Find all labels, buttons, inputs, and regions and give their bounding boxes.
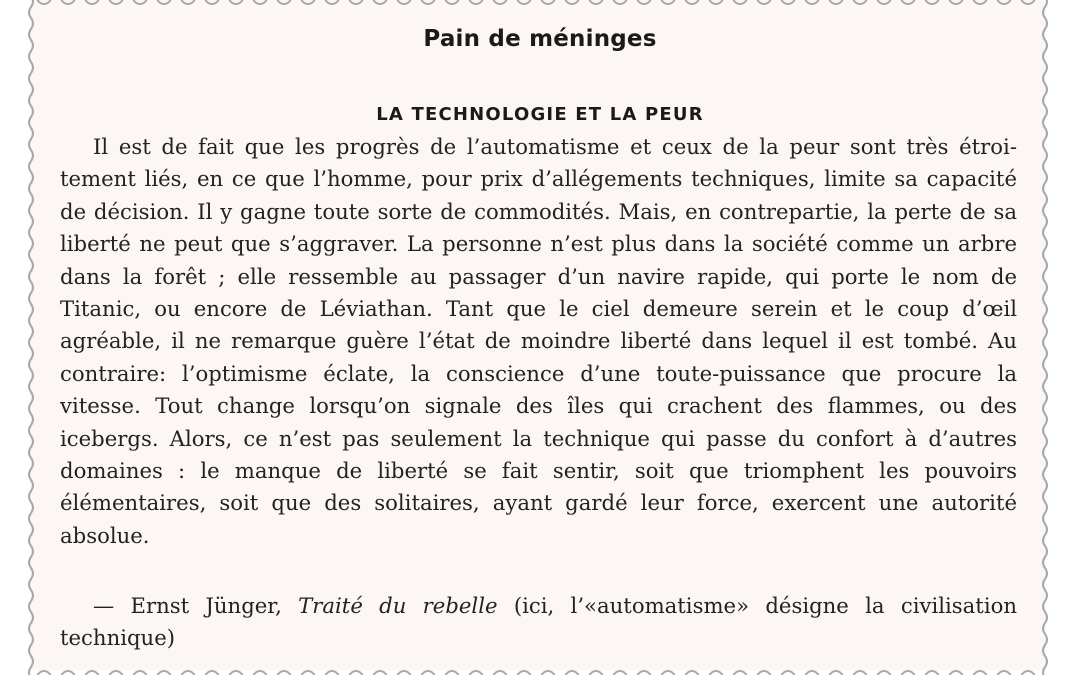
attribution-suffix: (ici, l’«automatisme» désigne la civilisation technique) bbox=[60, 593, 1017, 651]
quote-attribution bbox=[60, 590, 1017, 655]
section-heading: LA TECHNOLOGIE ET LA PEUR bbox=[376, 104, 704, 125]
quote-paragraph: Il est de fait que les progrès de l’automatisme et ceux de la peur sont très étroitement liés, en ce que l’homme, pour prix d’allégements techniques, limite sa capacité de décision. Il y gagne toute sorte de commodités. Mais, en contrepartie, la perte de sa liberté ne peut que s’aggraver. La personne n’est plus dans la société comme un arbre dans la forêt ; elle ressemble au passager d’un navire rapide, qui porte le nom de Titanic, ou encore de Léviathan. Tant que le ciel demeure serein et le coup d’œil agréable, il ne remarque guère l’état de moindre liberté dans lequel il est tombé. Au contraire: l’optimisme éclate, la conscience d’une toute-puissance que procure la vitesse. Tout change lorsqu’on signale des îles qui crachent des flammes, ou des icebergs. Alors, ce n’est pas seulement la technique qui passe du confort à d’autres domaines : le manque de liberté se fait sentir, soit que triomphent les pouvoirs élémentaires, soit que des solitaires, ayant gardé leur force, exercent une autorité absolue. bbox=[60, 134, 1017, 548]
card-title: Pain de méninges bbox=[423, 26, 657, 52]
work-title: Traité du rebelle bbox=[298, 593, 498, 618]
attribution-prefix: — Ernst Jünger, bbox=[93, 593, 299, 618]
